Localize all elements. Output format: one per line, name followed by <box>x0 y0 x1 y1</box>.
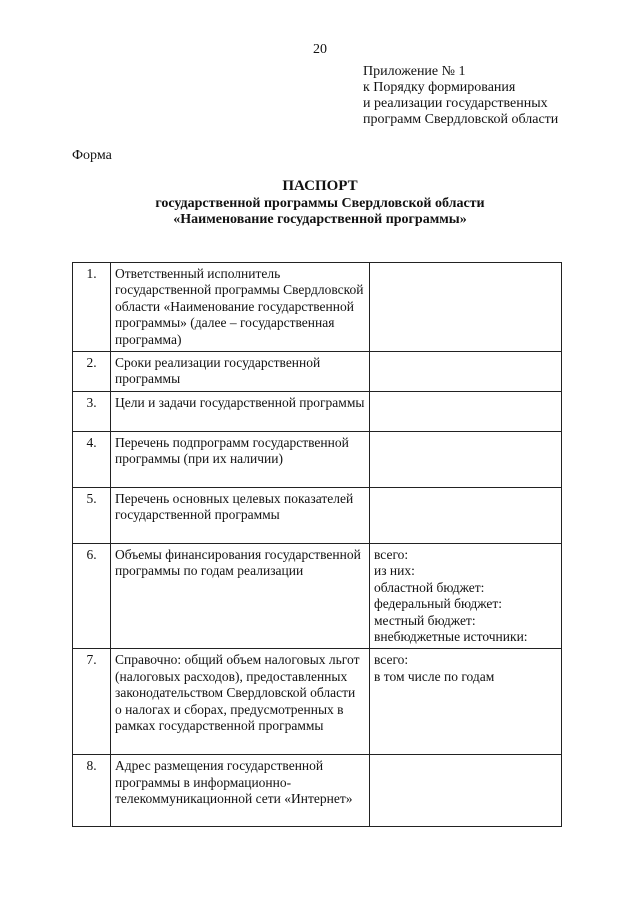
funding-line: областной бюджет: <box>374 579 485 595</box>
funding-line: из них: <box>374 563 415 579</box>
row-value <box>370 432 562 488</box>
page-number: 20 <box>313 42 327 57</box>
row-number: 5. <box>73 488 111 544</box>
row-value <box>370 544 562 649</box>
appendix-line: программ Свердловской области <box>363 112 559 127</box>
appendix-block <box>363 64 558 128</box>
table-row <box>73 755 562 827</box>
passport-table <box>72 262 562 827</box>
row-description: Перечень основных целевых показателей государственной программы <box>111 488 370 544</box>
row-description: Объемы финансирования государственной программы по годам реализации <box>111 544 370 649</box>
appendix-line: и реализации государственных <box>363 96 548 111</box>
title-line: государственной программы Свердловской области <box>155 196 485 211</box>
row-number: 7. <box>73 649 111 755</box>
tax-line: в том числе по годам <box>374 668 495 684</box>
tax-line: всего: <box>374 652 409 668</box>
table-row <box>73 544 562 649</box>
funding-line: внебюджетные источники: <box>374 629 528 645</box>
row-number: 2. <box>73 352 111 392</box>
row-description: Цели и задачи государственной программы <box>111 392 370 432</box>
table-row <box>73 263 562 352</box>
funding-line: местный бюджет: <box>374 612 476 628</box>
row-number: 6. <box>73 544 111 649</box>
funding-line: всего: <box>374 547 409 563</box>
table-row <box>73 432 562 488</box>
row-description: Справочно: общий объем налоговых льгот (налоговых расходов), предоставленных законодательством Свердловской области о налогах и сборах, предусмотренных в рамках государственной программы <box>111 649 370 755</box>
row-description: Сроки реализации государственной программы <box>111 352 370 392</box>
row-description: Перечень подпрограмм государственной программы (при их наличии) <box>111 432 370 488</box>
row-value <box>370 488 562 544</box>
title-line: «Наименование государственной программы» <box>173 212 467 227</box>
appendix-line: к Порядку формирования <box>363 80 516 95</box>
table-row <box>73 649 562 755</box>
table-row <box>73 392 562 432</box>
table-row <box>73 352 562 392</box>
row-number: 8. <box>73 755 111 827</box>
row-description: Ответственный исполнитель государственной программы Свердловской области «Наименование государственной программы» (далее – государственная программа) <box>111 263 370 352</box>
title-line: ПАСПОРТ <box>282 178 358 194</box>
row-number: 3. <box>73 392 111 432</box>
row-value <box>370 392 562 432</box>
row-value <box>370 352 562 392</box>
row-description: Адрес размещения государственной программы в информационно-телекоммуникационной сети «Интернет» <box>111 755 370 827</box>
row-value <box>370 755 562 827</box>
row-value <box>370 263 562 352</box>
appendix-line: Приложение № 1 <box>363 64 466 79</box>
row-value <box>370 649 562 755</box>
funding-line: федеральный бюджет: <box>374 596 502 612</box>
table-row <box>73 488 562 544</box>
form-label: Форма <box>72 148 112 163</box>
row-number: 1. <box>73 263 111 352</box>
document-title <box>0 176 640 228</box>
row-number: 4. <box>73 432 111 488</box>
